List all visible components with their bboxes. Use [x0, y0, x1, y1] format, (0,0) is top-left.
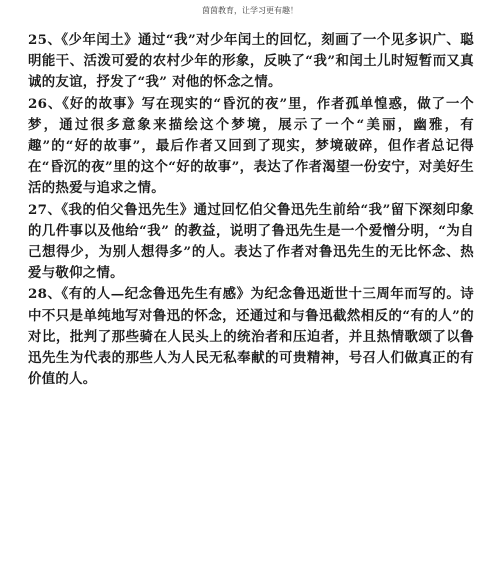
paragraph-28: 28、《有的人—纪念鲁迅先生有感》为纪念鲁迅逝世十三周年而写的。诗中不只是单纯地写对鲁迅的怀念，还通过和与鲁迅截然相反的“有的人”的对比，批判了那些骑在人民头上的统治者和压迫者，并且热情歌颂了以鲁迅先生为代表的那些人为人民无私奉献的可贵精神，号召人们做真正的有价值的人。 [28, 286, 474, 388]
paragraph-25: 25、《少年闰土》通过“我”对少年闰土的回忆，刻画了一个见多识广、聪明能干、活泼可爱的农村少年的形象，反映了“我”和闰土儿时短暂而又真诚的友谊，抒发了“我” 对他的怀念之情。 [28, 32, 474, 91]
page-header: 茵茵教育，让学习更有趣！ [202, 6, 298, 15]
paragraph-27: 27、《我的伯父鲁迅先生》通过回忆伯父鲁迅先生前给“我”留下深刻印象的几件事以及他给“我” 的教益，说明了鲁迅先生是一个爱憎分明，“为自己想得少，为别人想得多”的人。表达了作者对鲁迅先生的无比怀念、热爱与敬仰之情。 [28, 201, 474, 282]
document-body [28, 30, 474, 390]
paragraph-26: 26、《好的故事》写在现实的“昏沉的夜”里，作者孤单惶惑，做了一个梦，通过很多意象来描绘这个梦境，展示了一个“美丽，幽雅，有趣”的“好的故事”，最后作者又回到了现实，梦境破碎，但作者总记得在“昏沉的夜”里的这个“好的故事”，表达了作者渴望一份安宁，对美好生活的热爱与追求之情。 [28, 95, 474, 197]
